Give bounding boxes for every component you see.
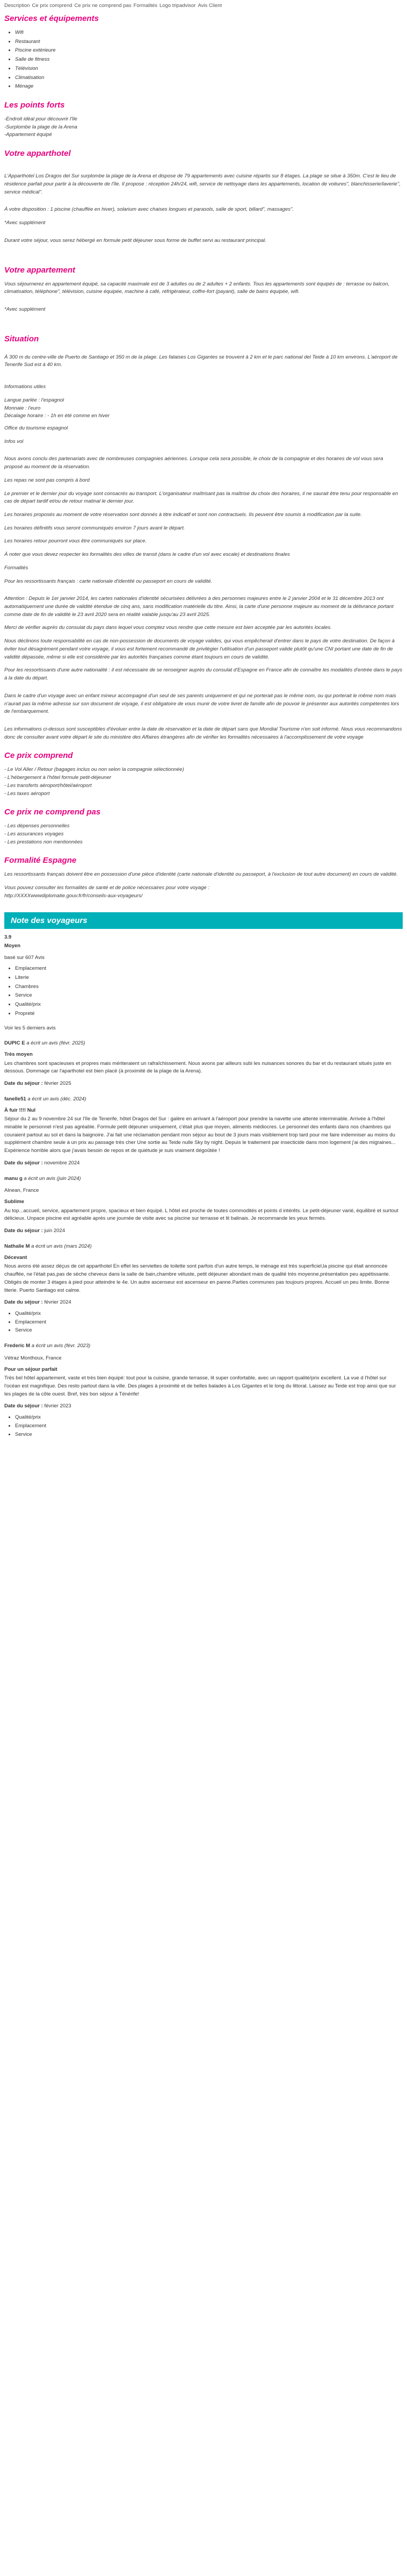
- nav-formalites[interactable]: Formalités: [133, 2, 157, 9]
- reviews-section: [4, 934, 403, 1439]
- list-item: • Emplacement: [15, 1319, 403, 1327]
- formalite-espagne-title: Formalité Espagne: [4, 856, 77, 865]
- review-body: Nous avons été assez déçus de cet apparthotel En effet les serviettes de toilette sont parfois d'un autre temps, le ménage est très superficiel,la piscine qui était annoncée chauffée, ne l'était pas,pas de sèche cheveux dans la salle de bain,chambre vétuste, petit déjeuner abondant mais de qualité très moyenne,présentation peu appétissante. Obligés de monter 3 étages à pied pour atteindre le 4e. Un autre ascenseur est ascenseur en panne.Parties communes pas toujours propres. Accueil un peu limite. Bonne literie. Puerto Santiago est calme.: [4, 1263, 390, 1293]
- situation-title: Situation: [4, 334, 39, 344]
- review-author-meta: a écrit un avis (févr. 2023): [31, 1343, 91, 1349]
- list-item: - L'hébergement à l'hôtel formule petit-déjeuner: [4, 775, 112, 781]
- paragraph: Les informations ci-dessus sont susceptibles d'évoluer entre la date de réservation et la date de départ sans que Mondial Tourisme n'en soit informé. Nous vous recommandons donc de consulter avant votre départ le site du ministère des Affaires étrangères afin de vérifier les formalités nécessaires à l'accomplissement de votre voyage: [4, 726, 402, 740]
- appartement-title: Votre appartement: [4, 265, 75, 275]
- formalite-espagne-section: [4, 856, 403, 900]
- list-item: • Chambres: [15, 983, 403, 991]
- review-date-label: Date du séjour :: [4, 1299, 45, 1306]
- paragraph: À noter que vous devez respecter les formalités des villes de transit (dans le cadre d'un vol avec escale) et destinations finales: [4, 552, 290, 558]
- review-date-value: juin 2024: [44, 1228, 65, 1234]
- nav-ce-prix-comprend[interactable]: Ce prix comprend: [32, 2, 72, 9]
- review-title: Pour un séjour parfait: [4, 1366, 57, 1372]
- list-item: • Emplacement: [15, 965, 403, 973]
- review-title: Sublime: [4, 1199, 24, 1205]
- review-date-label: Date du séjour :: [4, 1228, 45, 1234]
- services-list: [15, 29, 403, 91]
- list-item: - Les taxes aéroport: [4, 790, 50, 797]
- list-item: • Service: [15, 1327, 403, 1335]
- list-item: -Surplombe la plage de la Arena: [4, 124, 77, 130]
- review-body: Très bel hôtel appartement, vaste et très bien équipé: tout pour la cuisine, grande terrasse, lit super confortable, avec un rapport qualité/prix excellent. La vue d l'hôtel sur l'océan est magnifique. Des resto partout dans la ville. Des plages à proximité et de belles balades à Los Gigantes et le long du littoral. Laissez au Teide est trop ainsi que sur les plages de la côte ouest. Bref, très bon séjour à Ténérife!: [4, 1375, 396, 1397]
- list-item: - Les prestations non mentionnées: [4, 839, 83, 845]
- review-author: [4, 1040, 403, 1048]
- list-item: • Service: [15, 992, 403, 1000]
- review-date: [4, 1299, 403, 1307]
- prix-comprend-section: [4, 751, 403, 798]
- list-item: • Climatisation: [15, 74, 403, 82]
- review-body: Séjour du 2 au 9 novembre 24 sur l'île de Tenerife, hôtel Dragos del Sur : galère en arrivant à l'aéroport pour prendre la navette une attente interminable. Arrivée à l'hôtel minable le personnel n'est pas agréable. Formule petit déjeuner uniquement, c'était plus que moyen, aliments médiocres. Le personnel des enfants dans nos chambres qui couraient partout au sol et dans la baignoire. J'ai fait une réclamation pendant mon séjour au bout de 3 jours mais visiblement trop tard pour me faire indemniser au moins du supplément chambre seule à un prix au passage très cher Une sortie au Teide nulle Sky by night. Depuis le traitement par insecticide dans mon logement j'ai des migraines... Expérience horrible alors que j'avais besoin de repos et de quiétude je suis vraiment dégoûtée !: [4, 1116, 396, 1154]
- review-author-meta: a écrit un avis (mars 2024): [31, 1243, 92, 1249]
- review-date-label: Date du séjour :: [4, 1160, 45, 1166]
- info-line: Décalage horaire : - 1h en été comme en hiver: [4, 413, 110, 419]
- apparthotel-title: Votre apparthotel: [4, 149, 71, 159]
- paragraph: Les horaires proposés au moment de votre réservation sont donnés à titre indicatif et sont non contractuels. Ils peuvent être soumis à modification par la suite.: [4, 512, 362, 518]
- paragraph: Les horaires retour pourront vous être communiqués sur place.: [4, 538, 147, 545]
- apparthotel-section: [4, 149, 403, 245]
- review-item: [4, 1342, 403, 1439]
- paragraph: Vous séjournerez en appartement équipé, sa capacité maximale est de 3 adultes ou de 2 adultes + 2 enfants. Tous les appartements sont équipés de : terrasse ou balcon, climatisation, téléphone", télévision, cuisine équipée, machine à café, réfrigérateur, coffre-fort (payant), salle de bains équipée, wifi.: [4, 281, 390, 295]
- services-section: [4, 14, 403, 91]
- review-item: [4, 1040, 403, 1088]
- review-author-name: DUPIC E: [4, 1040, 27, 1047]
- list-item: • Qualité/prix: [15, 1310, 403, 1318]
- services-title: Services et équipements: [4, 14, 99, 23]
- list-item: • Wifi: [15, 29, 403, 37]
- paragraph: Nous déclinons toute responsabilité en cas de non-possession de documents de voyage valides, qui vous empêcherait d'entrer dans le pays de votre destination. De façon à éviter tout désagrément pendant votre voyage, il vous est fortement recommandé de privilégier l'utilisation d'un passeport valide plutôt qu'une CNI portant une date de fin de validité dépassée, même si elle est considérée par les autorités françaises comme étant toujours en cours de validité.: [4, 638, 395, 660]
- review-author: [4, 1175, 403, 1183]
- paragraph: Attention : Depuis le 1er janvier 2014, les cartes nationales d'identité sécurisées délivrées à des personnes majeures entre le 2 janvier 2004 et le 31 décembre 2013 ont automatiquement une durée de validité étendue de cinq ans, sans modification matérielle du titre. Ainsi, la carte d'une personne majeure au moment de la délivrance portant comme date de fin de validité le 23 avril 2020 sera en réalité valable jusqu'au 23 avril 2025.: [4, 596, 394, 618]
- review-body: Au top...accueil, service, appartement propre, spacieux et bien équipé. L hôtel est proche de toutes commodités et points d intérêts. Le petit-déjeuner varié, équilibré et surtout délicieux. Unpace piscine est agréable après une journée de visite avec sa piscine sur terrasse et lit balinais. Je recommande les yeux fermés.: [4, 1207, 398, 1222]
- paragraph: *Avec supplément: [4, 306, 46, 312]
- paragraph: L'Apparthotel Los Dragos del Sur surplombe la plage de la Arena et dispose de 79 appartements avec cuisine répartis sur 8 étages. La plage se situe à 350m. C'est le lieu de résidence parfait pour partir à la découverte de l'île. Il propose : réception 24h/24, wifi, service de nettoyage dans les appartements, location de voitures", blanchisserie/laverie", service médical".: [4, 173, 401, 195]
- see-last-reviews-link[interactable]: Voir les 5 derniers avis: [4, 1025, 56, 1031]
- list-item: • Service: [15, 1431, 403, 1439]
- infos-vol-title: Infos vol: [4, 438, 24, 445]
- list-item: - Le Vol Aller / Retour (bagages inclus ou non selon la compagnie sélectionnée): [4, 767, 184, 773]
- review-body: Les chambres sont spacieuses et propres mais mériteraient un rafraîchissement. Nous avons par ailleurs subi les nuisances sonores du bar et du restaurant situés juste en dessous. Dommage car l'aparthotel est bien placé (à proximité de la plage de la Arena).: [4, 1060, 391, 1075]
- appartement-section: [4, 266, 403, 314]
- paragraph: *Avec supplément: [4, 220, 46, 226]
- prix-ne-comprend-section: [4, 807, 403, 846]
- points-forts-title: Les points forts: [4, 101, 65, 110]
- paragraph: Les ressortissants français doivent être en possession d'une pièce d'identité (carte nationale d'identité ou passeport, à l'exclusion de tout autre document) en cours de validité.: [4, 871, 398, 878]
- info-line: Monnaie : l'euro: [4, 405, 41, 411]
- list-item: • Restaurant: [15, 38, 403, 46]
- points-forts-section: [4, 101, 403, 139]
- review-date-value: février 2025: [44, 1081, 71, 1087]
- formalites-link[interactable]: http://XXXXwwwdiplomatie.gouv.fr/fr/conseils-aux-voyageurs/: [4, 892, 143, 899]
- review-author-name: fanelle51: [4, 1096, 28, 1102]
- review-author-name: Frederic M: [4, 1343, 32, 1349]
- review-item: [4, 1243, 403, 1335]
- office-link[interactable]: Office du tourisme espagnol: [4, 425, 68, 431]
- list-item: • Ménage: [15, 83, 403, 91]
- review-list: [4, 1040, 403, 1439]
- review-date-value: février 2024: [44, 1299, 71, 1306]
- review-date-value: février 2023: [44, 1403, 71, 1409]
- list-item: • Qualité/prix: [15, 1414, 403, 1422]
- review-title: Très moyen: [4, 1051, 33, 1057]
- list-item: • Qualité/prix: [15, 1001, 403, 1009]
- list-item: • Emplacement: [15, 1422, 403, 1430]
- review-location: Vétraz Monthoux, France: [4, 1355, 62, 1361]
- top-nav: [4, 0, 403, 12]
- review-date-value: novembre 2024: [44, 1160, 80, 1166]
- paragraph: Durant votre séjour, vous serez hébergé en formule petit déjeuner sous forme de buffet servi au restaurant principal.: [4, 237, 266, 244]
- review-date: [4, 1227, 403, 1235]
- review-author-meta: a écrit un avis (févr. 2025): [26, 1040, 85, 1047]
- nav-avis-client[interactable]: Avis Client: [198, 2, 222, 9]
- prix-comprend-title: Ce prix comprend: [4, 751, 73, 761]
- paragraph: Dans le cadre d'un voyage avec un enfant mineur accompagné d'un seul de ses parents uniquement et qui ne porterait pas le même nom, ou qui porterait le même nom mais n'aurait pas la même adresse sur son document de voyage, il est obligatoire de vous munir de votre livret de famille afin de pouvoir le présenter aux autorités compétentes lors de l'embarquement.: [4, 692, 399, 715]
- review-date: [4, 1403, 403, 1411]
- list-item: • Télévision: [15, 65, 403, 73]
- review-date: [4, 1080, 403, 1088]
- formalites-title: Formalités: [4, 564, 28, 571]
- review-author: [4, 1096, 403, 1104]
- review-author-name: manu g: [4, 1175, 24, 1182]
- paragraph: Les repas ne sont pas compris à bord: [4, 477, 90, 483]
- review-author-meta: a écrit un avis (déc. 2024): [27, 1096, 86, 1102]
- paragraph: Pour les ressortissants d'une autre nationalité : il est nécessaire de se renseigner auprès du consulat d'Espagne en France afin de connaître les modalités d'entrée dans le pays à la date du départ.: [4, 667, 403, 682]
- paragraph: Pour les ressortissants français : carte nationale d'identité ou passeport en cours de validité.: [4, 578, 213, 584]
- list-item: - Les assurances voyages: [4, 831, 64, 837]
- review-date-label: Date du séjour :: [4, 1081, 45, 1087]
- situation-section: [4, 334, 403, 742]
- list-item: -Appartement équipé: [4, 132, 52, 138]
- paragraph: À 300 m du centre-ville de Puerto de Santiago et 350 m de la plage. Les falaises Los Gigantes se trouvent à 2 km et le parc national del Teide à 10 km environs. L'aéroport de Tenerife Sud est à 40 km.: [4, 354, 398, 368]
- review-date-label: Date du séjour :: [4, 1403, 45, 1409]
- paragraph: À votre disposition : 1 piscine (chauffée en hiver), solarium avec chaises longues et parasols, salle de sport, billard", massages".: [4, 206, 294, 213]
- review-criteria-list: [15, 1414, 403, 1439]
- review-author-name: Nathalie M: [4, 1243, 32, 1249]
- list-item: • Salle de fitness: [15, 56, 403, 64]
- review-title: Décevant: [4, 1254, 27, 1261]
- rating-score: 3.9: [4, 934, 12, 940]
- paragraph: Merci de vérifier auprès du consulat du pays dans lequel vous comptez vous rendre que cette mesure est bien acceptée par les autorités locales.: [4, 625, 332, 631]
- list-item: • Propreté: [15, 1010, 403, 1018]
- review-author-meta: a écrit un avis (juin 2024): [24, 1175, 81, 1182]
- paragraph: Nous avons conclu des partenariats avec de nombreuses compagnies aériennes. Lorsque cela sera possible, le choix de la compagnie et des horaires de vol vous sera proposé au moment de la réservation.: [4, 456, 383, 470]
- review-author: [4, 1243, 403, 1251]
- review-item: [4, 1175, 403, 1235]
- rating-label: Moyen: [4, 943, 21, 949]
- info-title: Informations utiles: [4, 384, 46, 390]
- reviews-count: basé sur 607 Avis: [4, 954, 45, 961]
- review-criteria-list: [15, 1310, 403, 1335]
- review-item: [4, 1096, 403, 1168]
- review-date: [4, 1160, 403, 1168]
- list-item: - Les transferts aéroport/hôtel/aéroport: [4, 782, 92, 789]
- criteria-list: [15, 965, 403, 1018]
- info-line: Langue parlée : l'espagnol: [4, 397, 64, 403]
- nav-ce-prix-ne-comprend-pas[interactable]: Ce prix ne comprend pas: [74, 2, 132, 9]
- review-title: À fuir !!!! Nul: [4, 1107, 36, 1113]
- prix-ne-comprend-title: Ce prix ne comprend pas: [4, 807, 101, 817]
- review-location: Alnean, France: [4, 1187, 39, 1194]
- paragraph: Les horaires définitifs vous seront communiqués environ 7 jours avant le départ.: [4, 525, 185, 531]
- list-item: -Endroit idéal pour découvrir l'île: [4, 116, 77, 123]
- nav-description[interactable]: Description: [4, 2, 30, 9]
- nav-logo-tripadvisor[interactable]: Logo tripadvisor: [159, 2, 196, 9]
- reviews-header: Note des voyageurs: [4, 912, 403, 929]
- review-author: [4, 1342, 403, 1350]
- list-item: • Literie: [15, 974, 403, 982]
- list-item: • Piscine extérieure: [15, 47, 403, 55]
- paragraph: Vous pouvez consulter les formalités de santé et de police nécessaires pour votre voyage :: [4, 885, 209, 891]
- paragraph: Le premier et le dernier jour du voyage sont consacrés au transport. L'organisateur maîtrisant pas la maîtrise du choix des horaires, il ne saurait être tenu pour responsable en cas de départ tardif et/ou de retour matinal le dernier jour.: [4, 490, 398, 505]
- list-item: - Les dépenses personnelles: [4, 823, 70, 829]
